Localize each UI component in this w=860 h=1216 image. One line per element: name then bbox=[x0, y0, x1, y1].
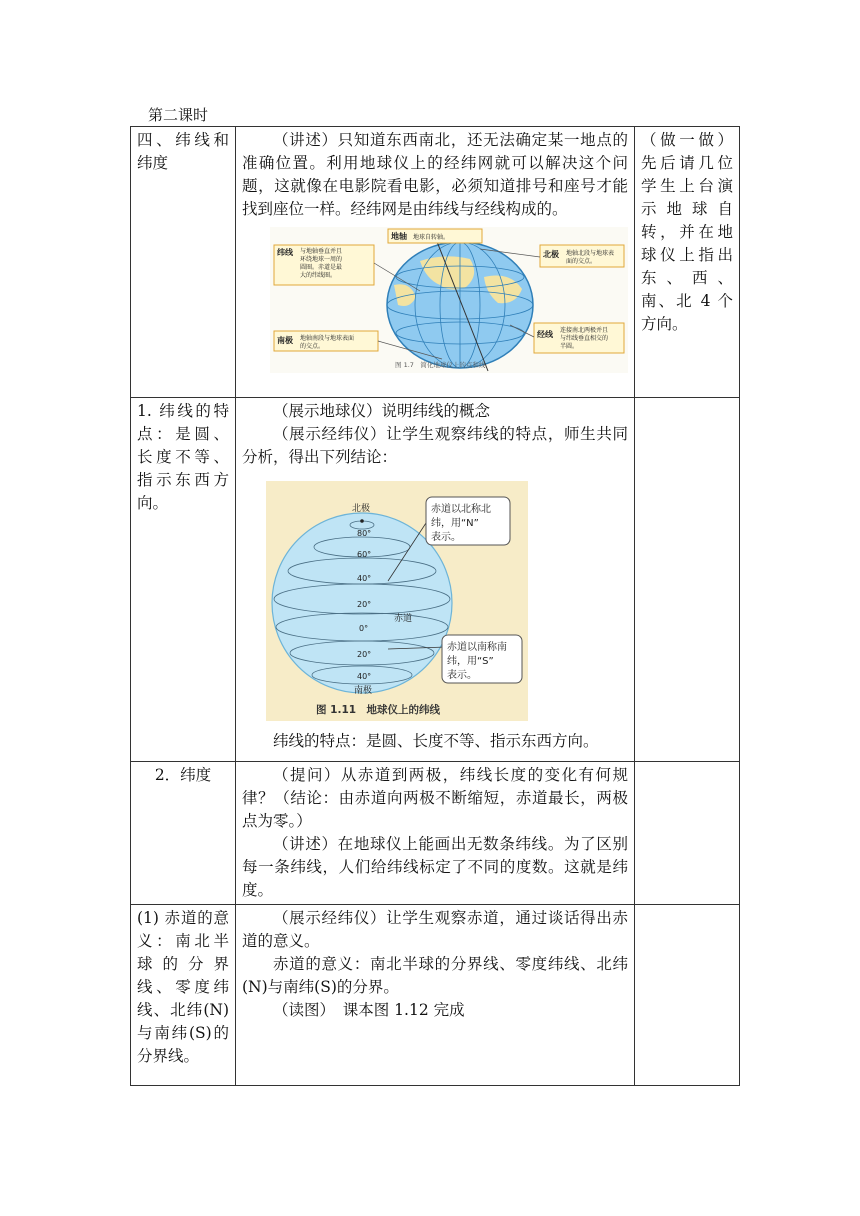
figure1-caption: 图 1.7 简化地球仪上的点和线 bbox=[395, 361, 486, 369]
axis-desc: 地球自转轴。 bbox=[413, 234, 450, 241]
lat-label: 纬线 bbox=[277, 248, 293, 257]
callout-north-3: 表示。 bbox=[431, 532, 461, 543]
table-row bbox=[131, 398, 740, 762]
south-desc-1: 地轴南段与地球表面 bbox=[300, 335, 355, 342]
paragraph: （展示经纬仪）让学生观察赤道，通过谈话得出赤道的意义。 bbox=[242, 909, 628, 950]
lon-desc-3: 半圆。 bbox=[560, 343, 579, 350]
south-desc-2: 的交点。 bbox=[300, 343, 325, 350]
lat-desc-2: 环绕地球一周的 bbox=[300, 256, 343, 263]
callout-north-2: 纬，用“N” bbox=[431, 518, 479, 529]
note-cell bbox=[635, 398, 740, 762]
table-row bbox=[131, 762, 740, 905]
north-pole-label: 北极 bbox=[543, 250, 559, 259]
south-pole-label: 南极 bbox=[277, 336, 293, 345]
lat-desc-3: 圆圈。赤道是最 bbox=[300, 264, 343, 271]
paragraph: 赤道的意义：南北半球的分界线、零度纬线、北纬(N)与南纬(S)的分界。 bbox=[242, 955, 628, 996]
axis-label: 地轴 bbox=[391, 232, 407, 241]
lat-tick-60: 60° bbox=[357, 550, 372, 559]
north-desc-1: 地轴北段与地球表 bbox=[566, 250, 615, 257]
topic-cell: 1. 纬线的特点：是圆、长度不等、指示东西方向。 bbox=[131, 398, 236, 762]
lat-tick-20n: 20° bbox=[357, 600, 372, 609]
paragraph: （读图） 课本图 1.12 完成 bbox=[273, 1001, 465, 1019]
globe-points-lines-figure bbox=[270, 227, 628, 373]
equator-label: 赤道 bbox=[394, 614, 413, 624]
south-pole-label: 南极 bbox=[354, 686, 373, 696]
latitude-globe-figure bbox=[266, 481, 528, 721]
lat-desc-4: 大的纬线圈。 bbox=[300, 272, 337, 279]
paragraph: 纬线的特点：是圆、长度不等、指示东西方向。 bbox=[273, 732, 599, 750]
lat-tick-40s: 40° bbox=[357, 672, 372, 681]
table-row bbox=[131, 905, 740, 1086]
lat-tick-20s: 20° bbox=[357, 650, 372, 659]
callout-south-3: 表示。 bbox=[447, 670, 477, 681]
figure2-caption: 图 1.11 地球仪上的纬线 bbox=[316, 704, 441, 716]
paragraph: （展示经纬仪）让学生观察纬线的特点，师生共同分析，得出下列结论： bbox=[242, 425, 628, 466]
note-cell bbox=[635, 762, 740, 905]
content-cell bbox=[236, 905, 635, 1086]
lesson-table bbox=[130, 126, 740, 1086]
note-cell: （做一做）先后请几位学生上台演示地球自转，并在地球仪上指出东、西、南、北 4 个方向。 bbox=[635, 127, 740, 398]
topic-cell: (1) 赤道的意义：南北半球的分界线、零度纬线、北纬(N)与南纬(S)的分界线。 bbox=[131, 905, 236, 1086]
lon-desc-2: 与纬线垂直相交的 bbox=[560, 335, 609, 342]
content-cell bbox=[236, 398, 635, 762]
content-cell bbox=[236, 127, 635, 398]
table-row bbox=[131, 127, 740, 398]
north-desc-2: 面的交点。 bbox=[566, 258, 597, 265]
paragraph: （讲述）在地球仪上能画出无数条纬线。为了区别每一条纬线，人们给纬线标定了不同的度数。这就是纬度。 bbox=[242, 835, 628, 899]
topic-cell: 四、纬线和纬度 bbox=[131, 127, 236, 398]
callout-south-2: 纬，用“S” bbox=[447, 656, 494, 667]
callout-south-1: 赤道以南称南 bbox=[447, 642, 507, 653]
topic-cell: 2．纬度 bbox=[131, 762, 236, 905]
lat-tick-80: 80° bbox=[357, 529, 372, 538]
lat-tick-40: 40° bbox=[357, 574, 372, 583]
lon-label: 经线 bbox=[537, 330, 553, 339]
lat-desc-1: 与地轴垂直并且 bbox=[300, 248, 343, 255]
paragraph: （展示地球仪）说明纬线的概念 bbox=[273, 402, 491, 420]
lon-desc-1: 连接南北两极并且 bbox=[560, 327, 609, 334]
content-cell bbox=[236, 762, 635, 905]
note-cell bbox=[635, 905, 740, 1086]
lesson-heading: 第二课时 bbox=[148, 106, 209, 124]
paragraph: （提问）从赤道到两极，纬线长度的变化有何规律？（结论：由赤道向两极不断缩短，赤道最长，两极点为零。） bbox=[242, 766, 628, 830]
callout-north-1: 赤道以北称北 bbox=[431, 504, 491, 515]
north-pole-label: 北极 bbox=[352, 504, 371, 514]
lat-tick-0: 0° bbox=[359, 624, 369, 633]
paragraph: （讲述）只知道东西南北，还无法确定某一地点的准确位置。利用地球仪上的经纬网就可以解决这个问题，这就像在电影院看电影，必须知道排号和座号才能找到座位一样。经纬网是由纬线与经线构成的。 bbox=[242, 131, 628, 218]
